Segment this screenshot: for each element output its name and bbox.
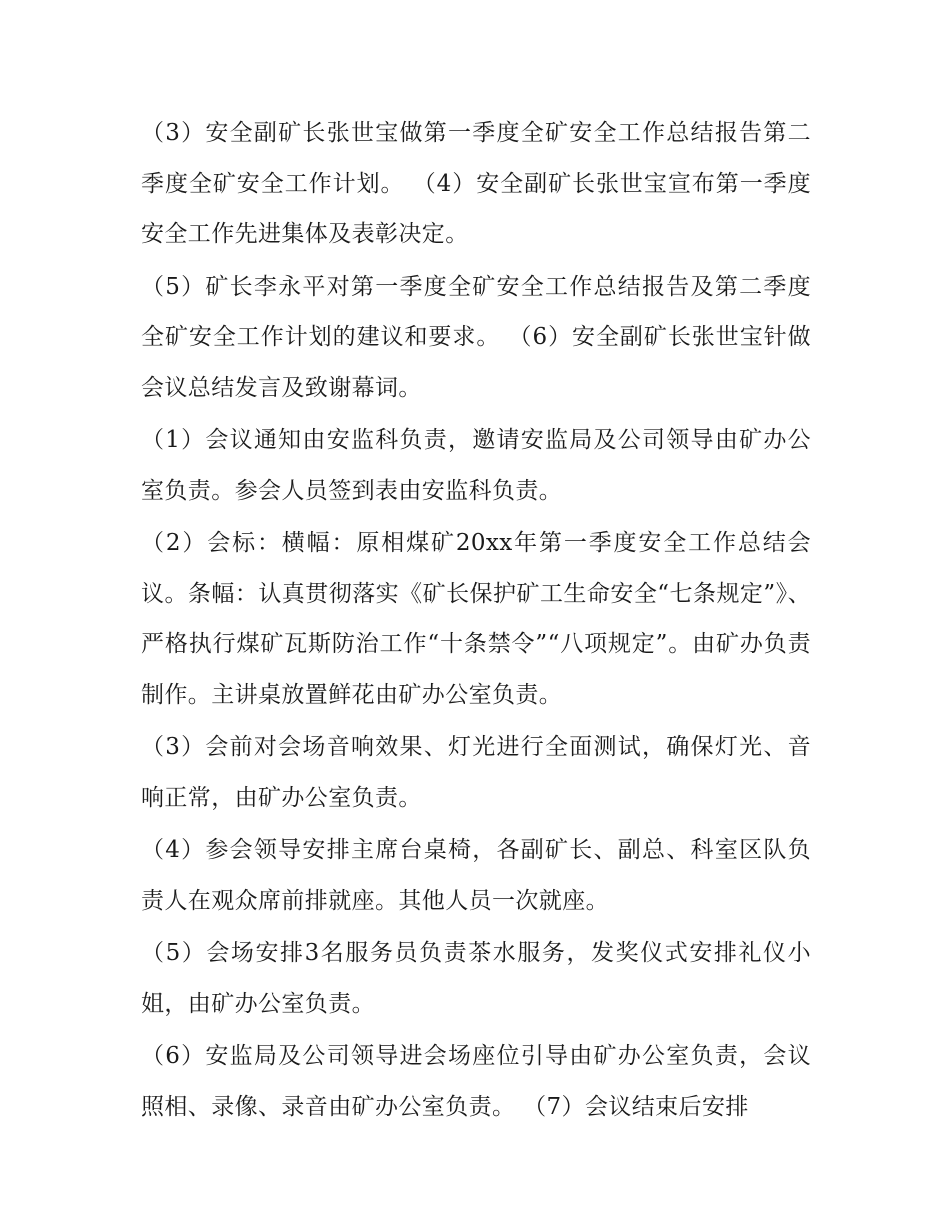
paragraph-agenda-3-4: （3）安全副矿长张世宝做第一季度全矿安全工作总结报告第二季度全矿安全工作计划。 （4）安全副矿长张世宝宣布第一季度安全工作先进集体及表彰决定。 — [141, 120, 811, 247]
paragraph-prep-2-banner: （2）会标：横幅：原相煤矿20xx年第一季度安全工作总结会议。条幅：认真贯彻落实《矿长保护矿工生命安全“七条规定”》、严格执行煤矿瓦斯防治工作“十条禁令”“八项规定”。由矿办负责制作。主讲桌放置鲜花由矿办公室负责。 — [141, 530, 811, 708]
paragraph-prep-1-notice: （1）会议通知由安监科负责，邀请安监局及公司领导由矿办公室负责。参会人员签到表由安监科负责。 — [141, 427, 811, 504]
paragraph-prep-4-seating: （4）参会领导安排主席台桌椅，各副矿长、副总、科室区队负责人在观众席前排就座。其他人员一次就座。 — [141, 837, 811, 914]
document-body — [141, 108, 811, 1134]
paragraph-prep-3-audio: （3）会前对会场音响效果、灯光进行全面测试，确保灯光、音响正常，由矿办公室负责。 — [141, 734, 811, 811]
paragraph-prep-5-service: （5）会场安排3名服务员负责茶水服务，发奖仪式安排礼仪小姐，由矿办公室负责。 — [141, 940, 811, 1017]
paragraph-agenda-5-6: （5）矿长李永平对第一季度全矿安全工作总结报告及第二季度全矿安全工作计划的建议和要求。 （6）安全副矿长张世宝针做会议总结发言及致谢幕词。 — [141, 273, 811, 401]
paragraph-prep-6-7-guidance: （6）安监局及公司领导进会场座位引导由矿办公室负责，会议照相、录像、录音由矿办公室负责。 （7）会议结束后安排 — [141, 1043, 811, 1120]
